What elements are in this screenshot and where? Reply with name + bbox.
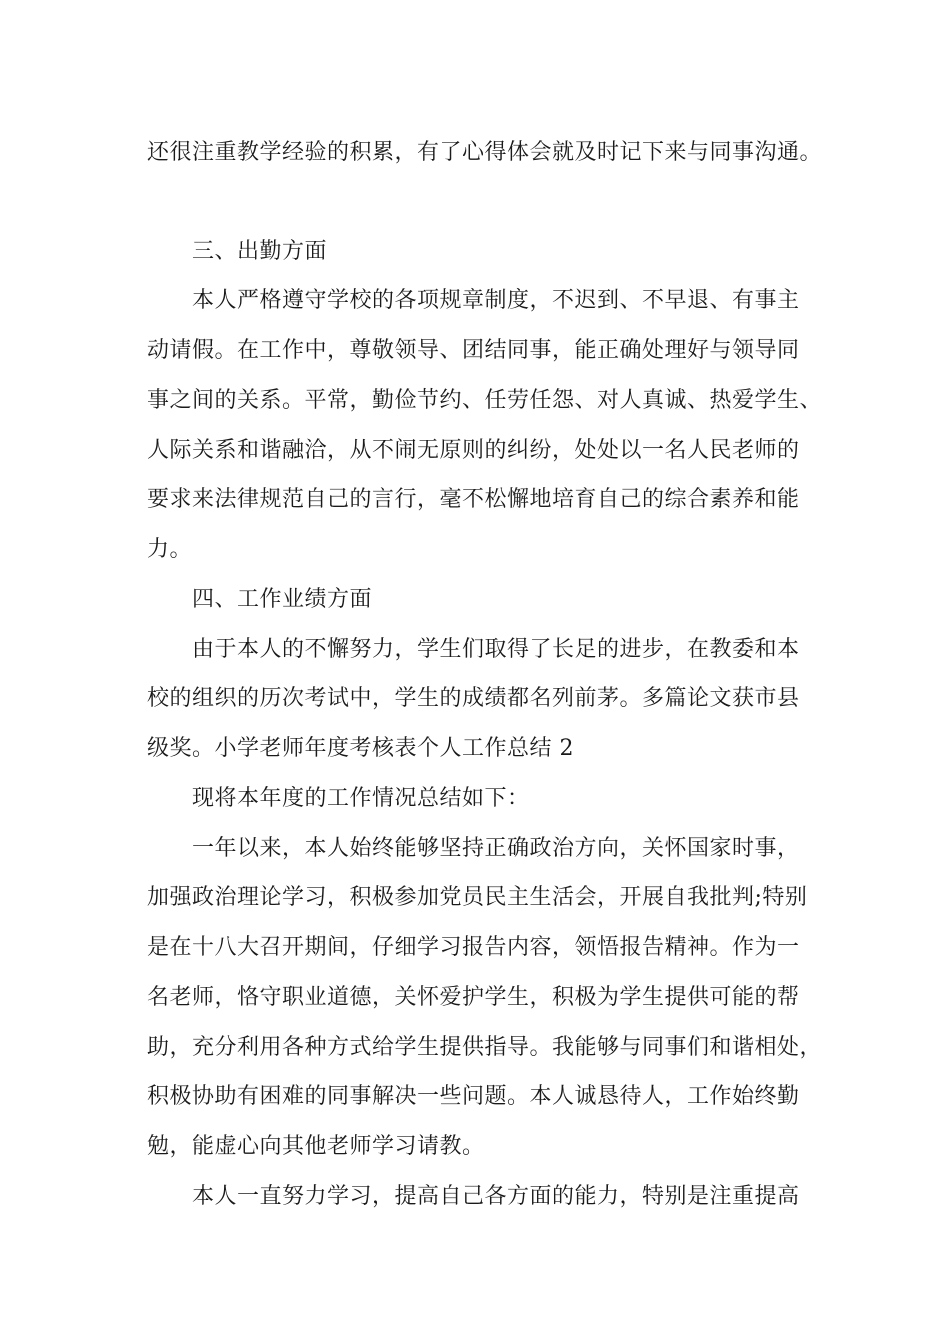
text-line: 本人严格遵守学校的各项规章制度，不迟到、不早退、有事主 (192, 288, 800, 313)
text-line: 是在十八大召开期间，仔细学习报告内容，领悟报告精神。作为一 (147, 935, 800, 960)
text-line: 动请假。在工作中，尊敬领导、团结同事，能正确处理好与领导同 (147, 338, 800, 363)
text-line: 要求来法律规范自己的言行，毫不松懈地培育自己的综合素养和能 (147, 487, 800, 512)
text-line: 现将本年度的工作情况总结如下： (192, 786, 530, 811)
text-line: 一年以来，本人始终能够坚持正确政治方向，关怀国家时事， (192, 836, 800, 861)
text-line: 名老师，恪守职业道德，关怀爱护学生，积极为学生提供可能的帮 (147, 985, 800, 1010)
text-line: 还很注重教学经验的积累，有了心得体会就及时记下来与同事沟通。 (147, 140, 823, 165)
text-line: 人际关系和谐融洽，从不闹无原则的纠纷，处处以一名人民老师的 (147, 438, 800, 463)
text-line: 力。 (147, 537, 193, 562)
text-line: 助，充分利用各种方式给学生提供指导。我能够与同事们和谐相处， (147, 1035, 823, 1060)
text-line: 勉，能虚心向其他老师学习请教。 (147, 1134, 485, 1159)
section-heading-performance: 四、工作业绩方面 (192, 587, 373, 612)
section-heading-attendance: 三、出勤方面 (192, 239, 328, 264)
text-line: 本人一直努力学习，提高自己各方面的能力，特别是注重提高 (192, 1184, 800, 1209)
text-line: 事之间的关系。平常，勤俭节约、任劳任怨、对人真诚、热爱学生、 (147, 388, 823, 413)
text-line: 加强政治理论学习，积极参加党员民主生活会，开展自我批判;特别 (147, 885, 808, 910)
text-line: 由于本人的不懈努力，学生们取得了长足的进步，在教委和本 (192, 637, 800, 662)
text-line: 积极协助有困难的同事解决一些问题。本人诚恳待人，工作始终勤 (147, 1084, 800, 1109)
text-line: 级奖。小学老师年度考核表个人工作总结 2 (147, 736, 574, 761)
text-line: 校的组织的历次考试中，学生的成绩都名列前茅。多篇论文获市县 (147, 686, 800, 711)
